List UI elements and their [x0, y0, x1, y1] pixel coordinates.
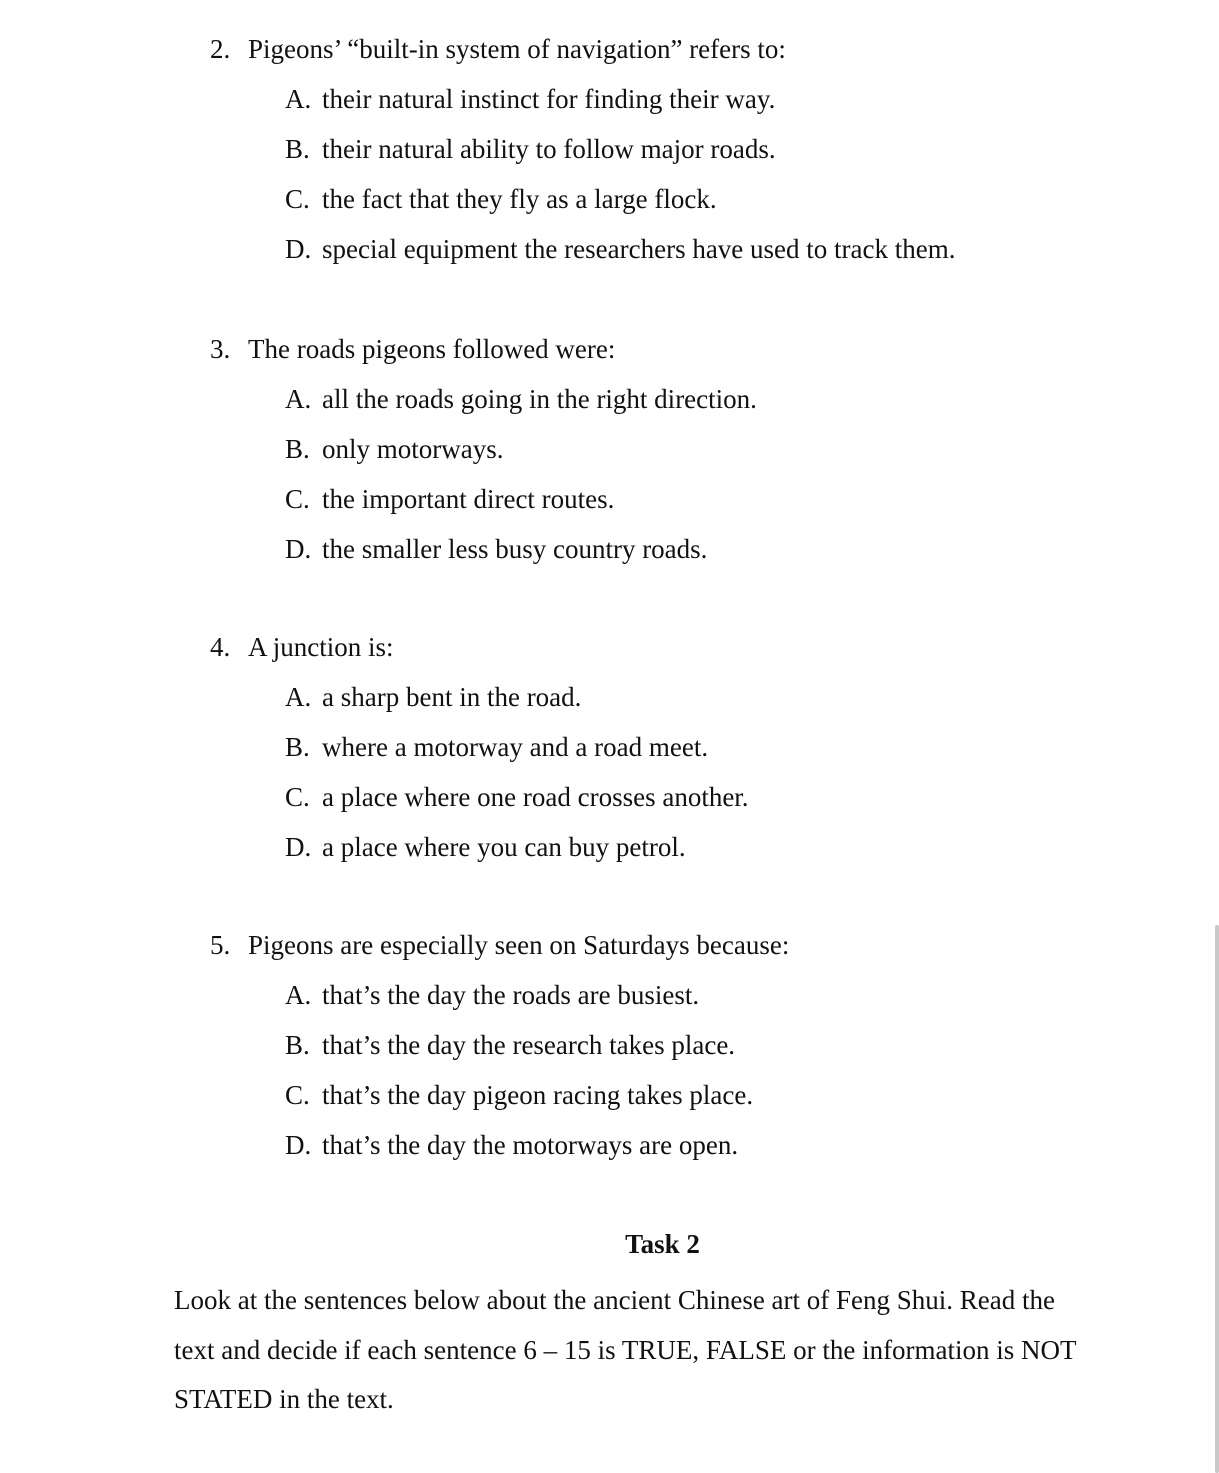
- option-text: that’s the day the research takes place.: [322, 1030, 736, 1060]
- task-instructions: [174, 1276, 1154, 1425]
- question-stem: [210, 34, 1170, 64]
- option-text: their natural ability to follow major roads.: [322, 134, 776, 164]
- question-number: 4.: [210, 632, 231, 662]
- option-letter: A.: [285, 384, 312, 414]
- option-b: [285, 732, 1170, 762]
- option-d: [285, 1130, 1170, 1160]
- option-text: a place where one road crosses another.: [322, 782, 749, 812]
- option-text: all the roads going in the right direction.: [322, 384, 757, 414]
- instruction-line: Look at the sentences below about the ancient Chinese art of Feng Shui. Read the: [174, 1285, 1056, 1315]
- option-c: [285, 484, 1170, 514]
- option-letter: A.: [285, 682, 312, 712]
- question-number: 2.: [210, 34, 231, 64]
- option-text: their natural instinct for finding their way.: [322, 84, 776, 114]
- question-text: A junction is:: [248, 632, 394, 662]
- option-text: that’s the day the roads are busiest.: [322, 980, 700, 1010]
- option-letter: D.: [285, 534, 312, 564]
- option-letter: B.: [285, 1030, 310, 1060]
- question-5: [210, 930, 1170, 1160]
- instruction-line: STATED in the text.: [174, 1384, 394, 1414]
- option-d: [285, 234, 1170, 264]
- question-text: Pigeons’ “built-in system of navigation” refers to:: [248, 34, 786, 64]
- option-letter: D.: [285, 234, 312, 264]
- question-stem: [210, 632, 1170, 662]
- vertical-scrollbar[interactable]: [1215, 925, 1219, 1473]
- option-letter: A.: [285, 84, 312, 114]
- question-stem: [210, 334, 1170, 364]
- option-a: [285, 84, 1170, 114]
- option-letter: C.: [285, 782, 310, 812]
- option-b: [285, 1030, 1170, 1060]
- option-text: only motorways.: [322, 434, 504, 464]
- option-text: where a motorway and a road meet.: [322, 732, 709, 762]
- option-letter: C.: [285, 184, 310, 214]
- option-text: a sharp bent in the road.: [322, 682, 582, 712]
- instruction-line: text and decide if each sentence 6 – 15 is TRUE, FALSE or the information is NOT: [174, 1334, 1077, 1365]
- option-a: [285, 980, 1170, 1010]
- task-title: Task 2: [625, 1229, 700, 1259]
- question-text: The roads pigeons followed were:: [248, 334, 616, 364]
- question-3: [210, 334, 1170, 564]
- question-text: Pigeons are especially seen on Saturdays because:: [248, 930, 790, 960]
- option-a: [285, 682, 1170, 712]
- option-text: a place where you can buy petrol.: [322, 832, 686, 862]
- option-text: the smaller less busy country roads.: [322, 534, 708, 564]
- option-text: the important direct routes.: [322, 484, 615, 514]
- question-number: 3.: [210, 334, 231, 364]
- option-c: [285, 184, 1170, 214]
- option-d: [285, 832, 1170, 862]
- option-letter: B.: [285, 732, 310, 762]
- option-c: [285, 1080, 1170, 1110]
- question-4: [210, 632, 1170, 862]
- question-stem: [210, 930, 1170, 960]
- option-c: [285, 782, 1170, 812]
- question-number: 5.: [210, 930, 231, 960]
- option-text: the fact that they fly as a large flock.: [322, 184, 717, 214]
- option-letter: C.: [285, 484, 310, 514]
- option-text: special equipment the researchers have used to track them.: [322, 234, 956, 264]
- option-letter: B.: [285, 434, 310, 464]
- option-text: that’s the day pigeon racing takes place.: [322, 1080, 754, 1110]
- option-letter: C.: [285, 1080, 310, 1110]
- question-2: [210, 34, 1170, 264]
- option-b: [285, 434, 1170, 464]
- option-b: [285, 134, 1170, 164]
- option-text: that’s the day the motorways are open.: [322, 1130, 739, 1160]
- option-d: [285, 534, 1170, 564]
- option-letter: D.: [285, 832, 312, 862]
- option-letter: D.: [285, 1130, 312, 1160]
- option-letter: A.: [285, 980, 312, 1010]
- option-letter: B.: [285, 134, 310, 164]
- option-a: [285, 384, 1170, 414]
